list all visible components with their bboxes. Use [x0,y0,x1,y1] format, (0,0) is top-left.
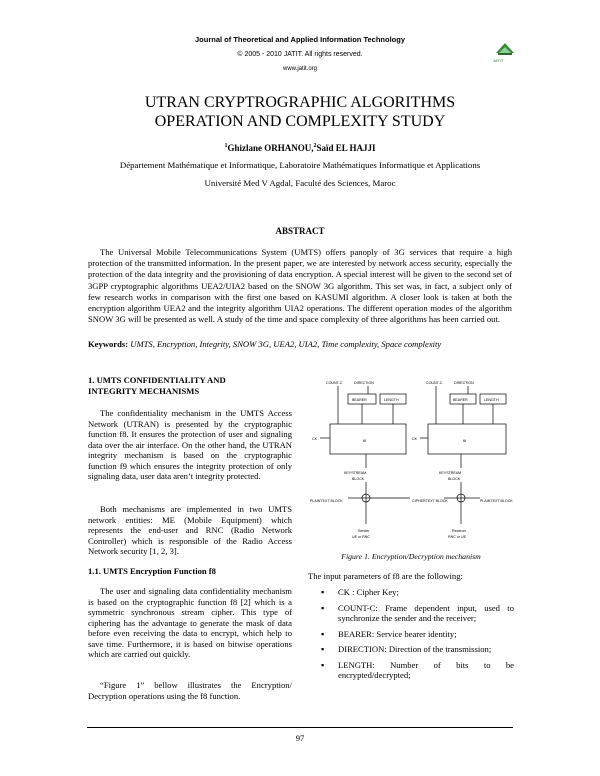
author1-name: Ghizlane ORHANOU, [227,143,314,153]
keywords-text: UMTS, Encryption, Integrity, SNOW 3G, UEA2, UIA2, Time complexity, Space complexity [130,339,442,349]
copyright: © 2005 - 2010 JATIT. All rights reserved. [237,51,363,58]
figure-left-branch [310,381,410,539]
fig-receiver-sub: RNC or UE [448,535,466,539]
fig-plaintext: PLAINTEXT BLOCK [310,499,343,503]
abstract-heading: ABSTRACT [275,226,325,236]
title-line-2: OPERATION AND COMPLEXITY STUDY [154,113,446,130]
footer-rule [87,727,513,728]
inputs-list-item: ▪ BEARER: Service bearer identity; [308,629,514,640]
abstract-text: The Universal Mobile Telecommunications System (UMTS) offers panoply of 3G services that require a high protection of the transmitted information. In the present paper, we are interested by network access security, especially the protection of the data integrity and the provisioning of data encryption. A special interest will be given to the second set of 3GPP cryptographic algorithms UEA2/UIA2 based on the SNOW 3G algorithm. This set was, in fact, a subject only of few research works in comparison with the first one based on KASUMI algorithm. A closer look is taken at both the encryption algorithm UEA2 and the integrity algorithm UIA2 operations. The different operation modes of the algorithm SNOW 3G will be presented as well. A study of the time and space complexity of three algorithms has been carried out. [88,247,512,325]
figure-right-branch [412,381,513,539]
author2-sup: 2 [313,143,317,149]
section1-heading-line1: 1. UMTS CONFIDENTIALITY AND [88,375,226,385]
inputs-list-item: ▪ LENGTH: Number of bits to be encrypted/decrypted; [308,660,514,681]
authors [0,143,600,153]
section1-para1: The confidentiality mechanism in the UMTS Access Network (UTRAN) is presented by the cryptographic function f8. It ensures the protection of user and signaling data over the air interface. On the other hand, the UTRAN integrity mechanism is based on the cryptographic function f9 which ensures the integrity protection of only signaling data, user data aren’t integrity protected. [88,408,292,481]
fig-keystream-left: KEYSTREAM [344,471,367,475]
fig-ck-right: CK [412,437,417,441]
inputs-list-item: ▪ CK : Cipher Key; [308,587,514,598]
section1-heading [88,375,292,396]
page-number: 97 [295,733,305,743]
fig-length-right: LENGTH [484,398,499,402]
inputs-list-item: ▪ COUNT-C: Frame dependent input, used to synchronize the sender and the receiver; [308,603,514,624]
section1-para2: Both mechanisms are implemented in two UMTS network entities: ME (Mobile Equipment) which represents the end-user and RNC (Radio Network Controller) which is responsible of the Radio Access Network security [1, 2, 3]. [88,504,292,556]
figure-1-diagram [308,374,514,552]
fig-ck-left: CK [312,437,317,441]
affiliation-line-2: Université Med V Agdal, Faculté des Sciences, Maroc [204,178,396,188]
journal-logo-text: JATIT [493,58,504,63]
fig-keystream-right: KEYSTREAM [439,471,462,475]
title-line-1: UTRAN CRYPTROGRAPHIC ALGORITHMS [144,94,456,111]
subsection-para1: The user and signaling data confidentiality mechanism is based on the cryptographic function f8 [2] which is a symmetric synchronous stream cipher. This type of ciphering has the advantage to generate the mask of data before even receiving the data to encrypt, which help to save time. Furthermore, it is based on bitwise operations which are carried out quickly. [88,586,292,659]
fig-bearer-right: BEARER [453,398,468,402]
fig-direction-left: DIRECTION [354,381,374,385]
fig-block-left: BLOCK [352,477,365,481]
author1-sup: 1 [224,143,228,149]
fig-count-right: COUNT-C [426,381,443,385]
section1-heading-line2: INTEGRITY MECHANISMS [88,385,200,396]
keywords [88,339,512,349]
fig-sender-sub: UE or RNC [352,535,370,539]
fig-block-right: BLOCK [448,477,461,481]
keywords-label: Keywords: [88,339,129,349]
journal-url[interactable]: www.jatit.org [282,66,317,72]
fig-sender: Sender [358,529,370,533]
journal-title: Journal of Theoretical and Applied Information Technology [194,35,405,44]
fig-count-left: COUNT-C [326,381,343,385]
fig-receiver: Receiver [452,529,467,533]
subsection-para2: “Figure 1” bellow illustrates the Encryption/ Decryption operations using the f8 function. [88,680,292,701]
fig-bearer-left: BEARER [352,398,367,402]
figure-caption: Figure 1. Encryption/Decryption mechanism [341,552,481,561]
fig-direction-right: DIRECTION [454,381,474,385]
fig-plaintext-right: PLAINTEXT BLOCK [480,499,513,503]
inputs-list [308,587,514,686]
inputs-list-item: ▪ DIRECTION: Direction of the transmission; [308,644,514,655]
fig-f8-right: f8 [463,439,466,443]
fig-ciphertext: CIPHERTEXT BLOCK [412,499,448,503]
affiliation-line-1: Département Mathématique et Informatique, Laboratoire Mathématiques Informatique et Applications [119,160,481,170]
author2-name: Saïd EL HAJJI [316,143,376,153]
subsection-heading: 1.1. UMTS Encryption Function f8 [88,566,216,576]
fig-length-left: LENGTH [384,398,399,402]
inputs-intro: The input parameters of f8 are the following: [308,571,463,581]
paper-title [0,93,600,131]
fig-f8-left: f8 [363,439,366,443]
